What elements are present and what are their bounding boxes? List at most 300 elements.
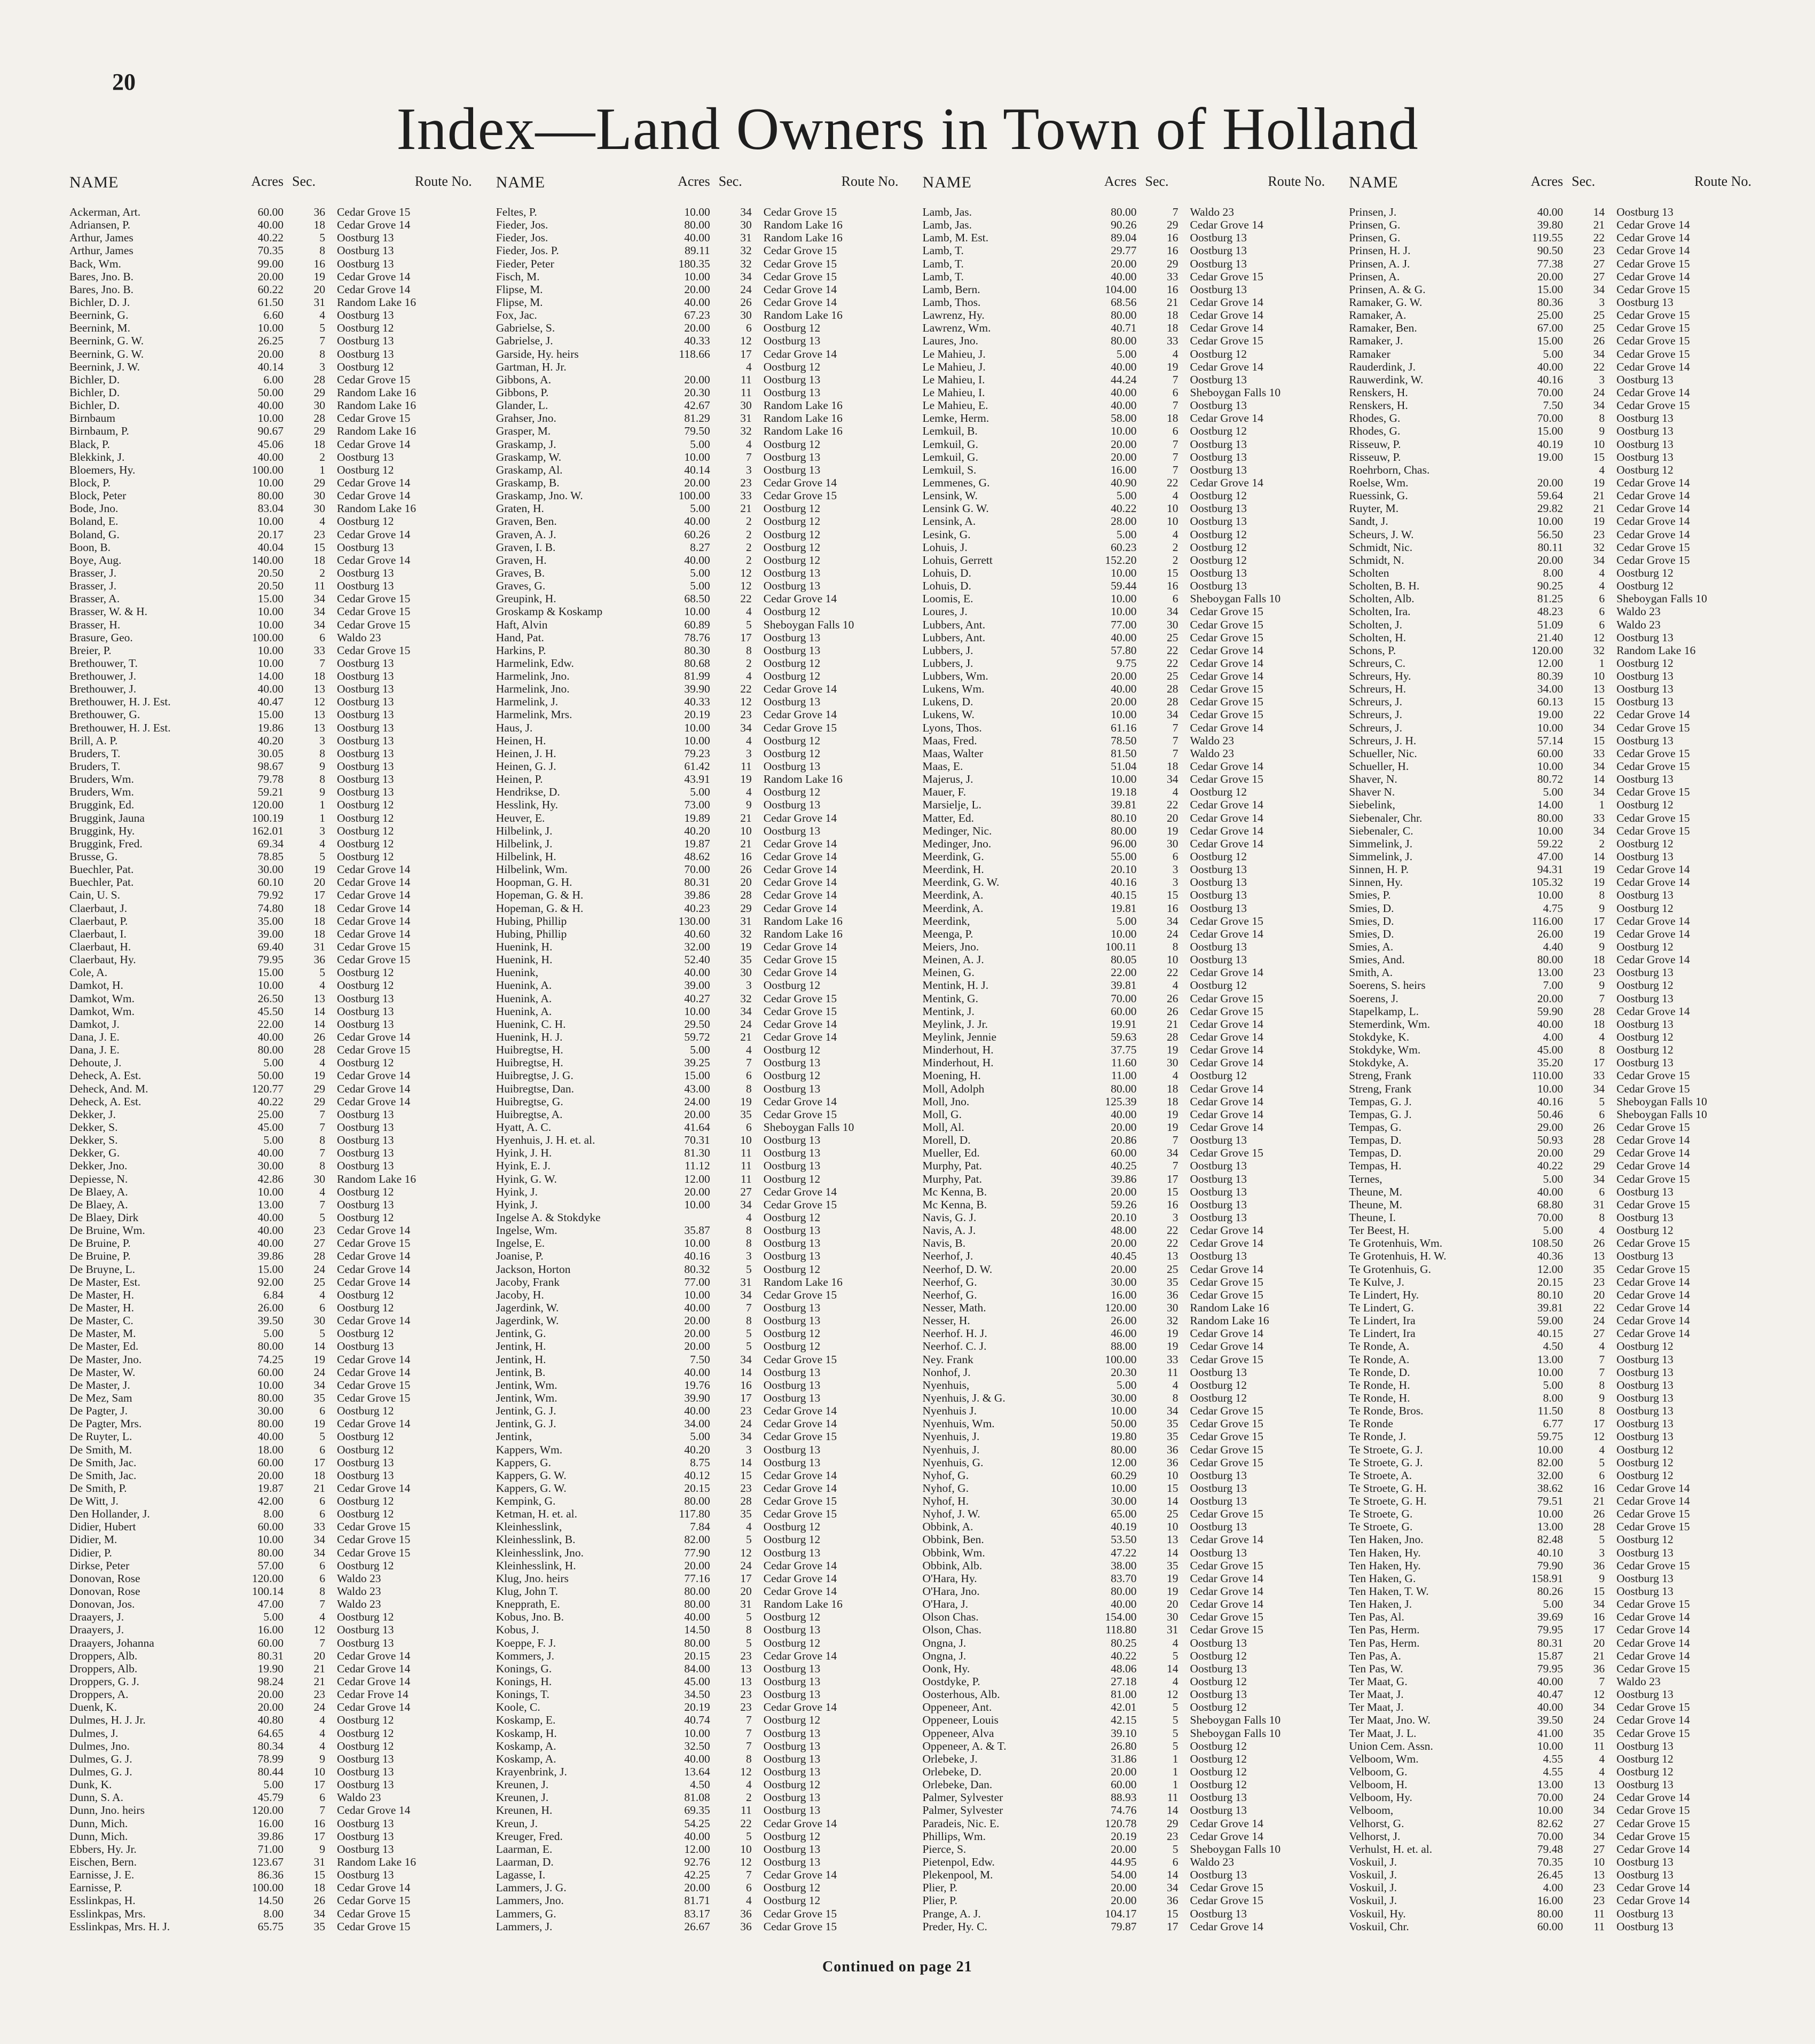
owner-row <box>69 463 472 476</box>
owner-row <box>496 1572 899 1585</box>
owner-row <box>1349 915 1751 927</box>
owner-route: Cedar Grove 14 <box>337 1082 411 1095</box>
owner-acres: 30.00 <box>1111 1495 1137 1508</box>
owner-row <box>69 489 472 502</box>
owner-route: Cedar Grove 15 <box>763 244 837 257</box>
owner-sec: 28 <box>1167 695 1178 709</box>
owner-acres: 20.50 <box>257 579 284 593</box>
column-header <box>496 174 899 206</box>
owner-route: Cedar Grove 15 <box>1616 1198 1690 1211</box>
owner-acres: 39.50 <box>257 1314 284 1327</box>
owner-row <box>496 1327 899 1340</box>
owner-route: Cedar Grove 14 <box>763 282 837 296</box>
owner-sec: 30 <box>740 399 752 412</box>
owner-name: Jentink, H. <box>496 1353 546 1366</box>
owner-route: Oostburg 13 <box>1190 515 1247 528</box>
owner-name: Soerens, S. heirs <box>1349 979 1426 992</box>
owner-sec: 36 <box>313 953 325 966</box>
owner-sec: 19 <box>1167 1327 1178 1340</box>
owner-sec: 5 <box>1172 1842 1178 1856</box>
owner-name: Graves, G. <box>496 579 546 593</box>
owner-sec: 19 <box>1167 1340 1178 1353</box>
owner-row <box>923 1752 1325 1765</box>
owner-sec: 11 <box>741 1172 752 1185</box>
owner-sec: 21 <box>313 1662 325 1675</box>
owner-row <box>69 1623 472 1636</box>
owner-name: Lawrenz, Hy. <box>922 309 985 322</box>
owner-route: Cedar Grove 14 <box>1616 1301 1690 1314</box>
owner-row <box>496 489 899 502</box>
owner-sec: 16 <box>1167 282 1178 296</box>
owner-acres: 45.50 <box>257 1004 284 1018</box>
owner-route: Oostburg 13 <box>763 1391 821 1404</box>
owner-acres: 40.00 <box>257 1031 284 1043</box>
owner-sec: 4 <box>1599 463 1605 476</box>
owner-name: Orlebeke, D. <box>922 1765 981 1779</box>
owner-name: Te Ronde, J. <box>1349 1430 1407 1443</box>
owner-row <box>923 321 1325 334</box>
owner-route: Oostburg 12 <box>763 656 821 670</box>
owner-sec: 21 <box>740 811 752 824</box>
owner-sec: 3 <box>746 979 752 992</box>
owner-name: Oppeneer, A. & T. <box>922 1739 1007 1752</box>
owner-sec: 26 <box>313 1894 325 1907</box>
owner-sec: 26 <box>1167 1004 1178 1018</box>
owner-name: Sandt, J. <box>1349 515 1388 528</box>
owner-sec: 2 <box>319 450 325 463</box>
owner-name: Dunn, Jno. heirs <box>69 1804 145 1817</box>
owner-row <box>496 1430 899 1443</box>
owner-name: Ter Maat, G. <box>1349 1675 1408 1688</box>
owner-route: Oostburg 13 <box>337 1198 394 1211</box>
owner-route: Oostburg 13 <box>1616 437 1673 451</box>
owner-sec: 2 <box>319 566 325 579</box>
owner-name: Lammers, Jno. <box>496 1894 564 1907</box>
owner-acres: 68.56 <box>1111 295 1137 309</box>
owner-name: Plier, P. <box>922 1894 957 1907</box>
owner-row <box>1349 695 1751 708</box>
owner-name: Huibregtse, H. <box>496 1056 563 1070</box>
owner-acres: 60.22 <box>257 282 284 296</box>
owner-route: Cedar Grove 14 <box>763 1095 837 1108</box>
owner-route: Cedar Grove 15 <box>337 1920 411 1933</box>
owner-name: Lamb, T. <box>922 257 964 270</box>
owner-name: Dulmes, Jno. <box>69 1739 130 1752</box>
owner-row <box>69 1443 472 1456</box>
owner-row <box>923 721 1325 734</box>
owner-row <box>496 1211 899 1224</box>
owner-row <box>496 1314 899 1327</box>
owner-name: Joanise, P. <box>496 1249 544 1263</box>
owner-sec: 22 <box>1593 1301 1605 1314</box>
owner-name: Kappers, G. W. <box>496 1468 567 1482</box>
owner-sec: 29 <box>1593 1146 1605 1160</box>
owner-row <box>923 1185 1325 1198</box>
owner-row <box>496 1507 899 1520</box>
owner-route: Oostburg 13 <box>763 386 821 399</box>
owner-route: Cedar Grove 15 <box>1616 785 1690 799</box>
owner-acres: 80.00 <box>257 1391 284 1404</box>
owner-acres: 20.19 <box>684 708 710 721</box>
owner-route: Cedar Grove 15 <box>763 206 837 218</box>
owner-sec: 4 <box>319 1610 325 1624</box>
owner-name: Le Mahieu, I. <box>922 373 985 386</box>
owner-row <box>496 1249 899 1262</box>
owner-route: Oostburg 12 <box>1190 1378 1247 1392</box>
owner-row <box>923 889 1325 901</box>
header-sec: Sec. <box>718 174 742 189</box>
owner-sec: 19 <box>1167 360 1178 373</box>
owner-name: Bichler, D. <box>69 386 120 399</box>
owner-acres: 70.00 <box>684 863 710 876</box>
owner-name: Lohuis, J. <box>922 540 968 554</box>
owner-row <box>69 579 472 592</box>
owner-name: Hilbelink, J. <box>496 824 553 837</box>
owner-row <box>496 747 899 760</box>
owner-acres: 69.34 <box>257 837 284 850</box>
owner-route: Oostburg 13 <box>763 1378 821 1392</box>
owner-acres: 10.00 <box>257 1533 284 1546</box>
owner-row <box>1349 966 1751 979</box>
owner-route: Oostburg 13 <box>763 463 821 476</box>
owner-sec: 3 <box>1172 863 1178 876</box>
owner-route: Cedar Grove 15 <box>337 618 411 631</box>
owner-acres: 50.46 <box>1537 1107 1563 1121</box>
owner-sec: 16 <box>1167 231 1178 245</box>
owner-acres: 84.00 <box>684 1662 710 1675</box>
owner-row <box>496 915 899 927</box>
owner-sec: 14 <box>1167 1804 1178 1817</box>
owner-row <box>496 1817 899 1830</box>
owner-route: Cedar Grove 14 <box>1190 309 1263 322</box>
owner-route: Oostburg 13 <box>337 670 394 683</box>
owner-sec: 31 <box>740 412 752 425</box>
owner-acres: 100.14 <box>252 1585 284 1598</box>
owner-row <box>923 373 1325 386</box>
owner-name: Meylink, Jennie <box>922 1031 997 1043</box>
owner-name: Tempas, H. <box>1349 1159 1402 1173</box>
owner-route: Cedar Grove 14 <box>1190 1043 1263 1057</box>
owner-sec: 33 <box>313 643 325 657</box>
owner-sec: 19 <box>740 1095 752 1108</box>
owner-acres: 10.00 <box>1537 889 1563 902</box>
owner-sec: 4 <box>319 979 325 992</box>
owner-row <box>69 1610 472 1623</box>
owner-sec: 4 <box>1599 1443 1605 1456</box>
owner-row <box>1349 1765 1751 1778</box>
owner-name: Schreurs, C. <box>1349 656 1405 670</box>
owner-route: Oostburg 13 <box>1616 295 1673 309</box>
owner-acres: 20.00 <box>1111 1262 1137 1276</box>
owner-acres: 40.47 <box>1537 1688 1563 1701</box>
owner-name: De Master, Jno. <box>69 1353 142 1366</box>
owner-name: Murphy, Pat. <box>922 1172 982 1185</box>
owner-name: Te Stroete, G. J. <box>1349 1443 1423 1456</box>
owner-row <box>496 1366 899 1379</box>
owner-acres: 14.00 <box>257 670 284 683</box>
owner-row <box>923 1856 1325 1868</box>
owner-name: Bruggink, Fred. <box>69 837 143 850</box>
owner-sec: 2 <box>746 528 752 541</box>
owner-sec: 9 <box>319 760 325 773</box>
owner-sec: 34 <box>1593 347 1605 360</box>
owner-route: Cedar Grove 14 <box>1616 528 1690 541</box>
owner-acres: 79.50 <box>684 424 710 438</box>
owner-acres: 10.00 <box>1111 1404 1137 1418</box>
owner-acres: 65.00 <box>1111 1507 1137 1521</box>
owner-sec: 33 <box>1167 270 1178 283</box>
owner-route: Random Lake 16 <box>763 927 843 940</box>
owner-route: Oostburg 13 <box>1616 1778 1673 1791</box>
owner-row <box>923 1237 1325 1249</box>
owner-route: Cedar Grove 14 <box>763 347 837 360</box>
owner-name: Palmer, Sylvester <box>922 1791 1003 1804</box>
owner-sec: 20 <box>1593 1636 1605 1649</box>
owner-acres: 67.23 <box>684 309 710 322</box>
owner-row <box>1349 618 1751 631</box>
owner-sec: 4 <box>1172 979 1178 992</box>
owner-acres: 40.00 <box>1537 206 1563 218</box>
owner-route: Oostburg 13 <box>337 1146 394 1160</box>
owner-name: Laures, Jno. <box>922 334 978 348</box>
owner-row <box>496 850 899 863</box>
owner-name: Konings, G. <box>496 1662 552 1675</box>
owner-route: Oostburg 13 <box>763 1739 821 1752</box>
owner-route: Oostburg 12 <box>337 1726 394 1740</box>
owner-acres: 60.00 <box>257 1365 284 1379</box>
owner-acres: 78.76 <box>684 631 710 644</box>
owner-row <box>69 1868 472 1881</box>
owner-acres: 119.55 <box>1531 231 1563 245</box>
owner-name: Damkot, Wm. <box>69 992 135 1005</box>
owner-row <box>923 1649 1325 1662</box>
owner-acres: 20.00 <box>1537 1146 1563 1160</box>
owner-name: Voskuil, J. <box>1349 1881 1397 1894</box>
owner-row <box>69 1817 472 1830</box>
owner-row <box>496 438 899 451</box>
owner-row <box>1349 438 1751 451</box>
owner-sec: 23 <box>740 476 752 489</box>
owner-name: Risseuw, P. <box>1349 437 1401 451</box>
owner-acres: 40.00 <box>684 1610 710 1624</box>
owner-sec: 30 <box>1167 1610 1178 1624</box>
owner-sec: 35 <box>1593 1262 1605 1276</box>
owner-acres: 81.50 <box>1111 746 1137 760</box>
owner-row <box>69 1637 472 1649</box>
owner-name: Beernink, J. W. <box>69 360 140 373</box>
owner-route: Random Lake 16 <box>337 386 417 399</box>
owner-row <box>69 1224 472 1237</box>
owner-route: Cedar Grove 14 <box>763 1868 837 1882</box>
owner-name: Renskers, H. <box>1349 399 1408 412</box>
owner-name: Duenk, K. <box>69 1701 117 1714</box>
owner-row <box>923 1430 1325 1443</box>
owner-route: Cedar Grove 14 <box>1616 1159 1690 1173</box>
owner-route: Cedar Grove 14 <box>1190 1017 1263 1031</box>
owner-route: Oostburg 12 <box>763 1533 821 1546</box>
owner-acres: 81.29 <box>684 412 710 425</box>
owner-row <box>69 734 472 747</box>
owner-sec: 6 <box>1172 1856 1178 1868</box>
owner-acres: 70.00 <box>1537 1791 1563 1804</box>
owner-name: Jentink, Wm. <box>496 1378 557 1392</box>
owner-name: Scholten <box>1349 566 1389 579</box>
owner-acres: 80.00 <box>1537 1907 1563 1920</box>
owner-acres: 15.00 <box>257 708 284 721</box>
owner-row <box>923 1830 1325 1843</box>
owner-sec: 13 <box>1593 682 1605 696</box>
owner-sec: 6 <box>319 1301 325 1314</box>
owner-name: Lohuis, Gerrett <box>922 553 993 567</box>
owner-row <box>496 1546 899 1559</box>
owner-row <box>923 218 1325 231</box>
column-header <box>69 174 472 206</box>
owner-row <box>923 1288 1325 1301</box>
owner-name: Kobus, J. <box>496 1623 539 1637</box>
owner-row <box>69 1856 472 1868</box>
owner-acres: 11.00 <box>1111 1069 1137 1082</box>
owner-acres: 20.00 <box>1111 1765 1137 1779</box>
owner-name: Nyenhuis, J. <box>922 1443 980 1456</box>
owner-row <box>69 218 472 231</box>
owner-acres: 39.10 <box>1111 1726 1137 1740</box>
owner-name: Smies, A. <box>1349 940 1394 954</box>
owner-route: Oostburg 12 <box>337 837 394 850</box>
owner-route: Oostburg 13 <box>337 708 394 721</box>
owner-row <box>69 863 472 876</box>
owner-row <box>69 231 472 244</box>
owner-row <box>69 424 472 437</box>
owner-sec: 19 <box>740 773 752 786</box>
owner-acres: 20.00 <box>1111 1237 1137 1250</box>
owner-sec: 17 <box>1167 1920 1178 1933</box>
owner-acres: 40.00 <box>1537 1185 1563 1198</box>
owner-acres: 50.93 <box>1537 1134 1563 1147</box>
owner-route: Cedar Grove 15 <box>763 1507 837 1521</box>
owner-sec: 24 <box>740 1559 752 1572</box>
owner-route: Cedar Grove 14 <box>1616 1894 1690 1907</box>
owner-acres: 4.50 <box>1543 1340 1563 1353</box>
owner-row <box>69 798 472 811</box>
owner-route: Cedar Grove 14 <box>337 528 411 541</box>
owner-route: Oostburg 13 <box>1190 1662 1247 1675</box>
owner-name: Didier, M. <box>69 1533 117 1546</box>
owner-route: Cedar Grove 15 <box>763 1004 837 1018</box>
owner-acres: 10.00 <box>1111 708 1137 721</box>
owner-name: Klug, John T. <box>496 1585 559 1598</box>
owner-row <box>1349 541 1751 554</box>
owner-route: Oostburg 12 <box>1190 1069 1247 1082</box>
owner-acres: 100.00 <box>678 489 710 502</box>
owner-acres: 40.20 <box>684 1443 710 1456</box>
owner-row <box>69 1894 472 1907</box>
owner-name: Hilbelink, H. <box>496 850 556 863</box>
owner-route: Oostburg 13 <box>1190 1481 1247 1495</box>
owner-row <box>923 915 1325 927</box>
owner-acres: 80.31 <box>1537 1636 1563 1649</box>
owner-row <box>69 1031 472 1043</box>
owner-sec: 25 <box>1167 670 1178 683</box>
owner-row <box>496 270 899 283</box>
owner-sec: 23 <box>740 1481 752 1495</box>
owner-row <box>69 592 472 605</box>
owner-sec: 12 <box>1167 1688 1178 1701</box>
owner-acres: 35.20 <box>1537 1056 1563 1070</box>
owner-route: Cedar Grove 15 <box>1190 1443 1263 1456</box>
owner-name: Earnisse, J. E. <box>69 1868 135 1882</box>
owner-route: Cedar Grove 14 <box>1616 489 1690 502</box>
owner-acres: 100.00 <box>252 463 284 476</box>
owner-name: Bichler, D. <box>69 399 120 412</box>
owner-row <box>69 785 472 798</box>
owner-sec: 22 <box>1167 798 1178 812</box>
owner-route: Waldo 23 <box>1616 605 1661 618</box>
owner-row <box>496 1443 899 1456</box>
owner-sec: 34 <box>1593 1082 1605 1095</box>
owner-name: Lohuis, D. <box>922 566 971 579</box>
owner-row <box>69 1314 472 1327</box>
owner-route: Oostburg 13 <box>763 631 821 644</box>
owner-row <box>1349 1417 1751 1430</box>
owner-route: Cedar Grove 15 <box>337 1043 411 1057</box>
owner-acres: 55.00 <box>1111 850 1137 863</box>
owner-route: Cedar Grove 15 <box>1190 605 1263 618</box>
owner-name: Heinen, J. H. <box>496 746 556 760</box>
owner-sec: 4 <box>746 437 752 451</box>
owner-row <box>923 1224 1325 1237</box>
owner-acres: 70.00 <box>1537 412 1563 425</box>
owner-sec: 30 <box>740 309 752 322</box>
owner-sec: 24 <box>1593 1713 1605 1727</box>
owner-route: Cedar Grove 15 <box>763 1907 837 1920</box>
owner-sec: 4 <box>1172 1378 1178 1392</box>
owner-row <box>496 231 899 244</box>
owner-row <box>1349 592 1751 605</box>
owner-acres: 80.10 <box>1537 1288 1563 1301</box>
owner-name: Lamb, T. <box>922 270 964 283</box>
owner-route: Oostburg 13 <box>1190 940 1247 954</box>
owner-sec: 17 <box>313 1456 325 1469</box>
owner-acres: 30.00 <box>257 1159 284 1173</box>
owner-name: Dekker, S. <box>69 1120 118 1134</box>
owner-acres: 20.00 <box>684 1185 710 1198</box>
owner-route: Cedar Grove 15 <box>337 605 411 618</box>
owner-route: Oostburg 13 <box>1190 1495 1247 1508</box>
owner-row <box>69 360 472 373</box>
owner-row <box>1349 489 1751 502</box>
owner-route: Oostburg 13 <box>763 1675 821 1688</box>
owner-row <box>496 1920 899 1933</box>
owner-route: Cedar Grove 14 <box>337 1249 411 1263</box>
owner-sec: 5 <box>319 321 325 335</box>
owner-acres: 20.00 <box>684 321 710 335</box>
owner-sec: 6 <box>1599 605 1605 618</box>
owner-sec: 7 <box>319 1146 325 1160</box>
owner-row <box>1349 1340 1751 1353</box>
owner-row <box>923 1495 1325 1507</box>
owner-name: Te Ronde, A. <box>1349 1340 1410 1353</box>
owner-acres: 90.67 <box>257 424 284 438</box>
owner-sec: 34 <box>1593 824 1605 837</box>
owner-acres: 26.00 <box>1111 1314 1137 1327</box>
owner-sec: 4 <box>319 1739 325 1752</box>
owner-route: Cedar Grove 14 <box>1190 1237 1263 1250</box>
owner-route: Sheboygan Falls 10 <box>763 1120 854 1134</box>
owner-sec: 8 <box>1599 889 1605 902</box>
owner-route: Cedar Grove 14 <box>1190 1571 1263 1585</box>
owner-row <box>1349 528 1751 541</box>
owner-row <box>496 1610 899 1623</box>
